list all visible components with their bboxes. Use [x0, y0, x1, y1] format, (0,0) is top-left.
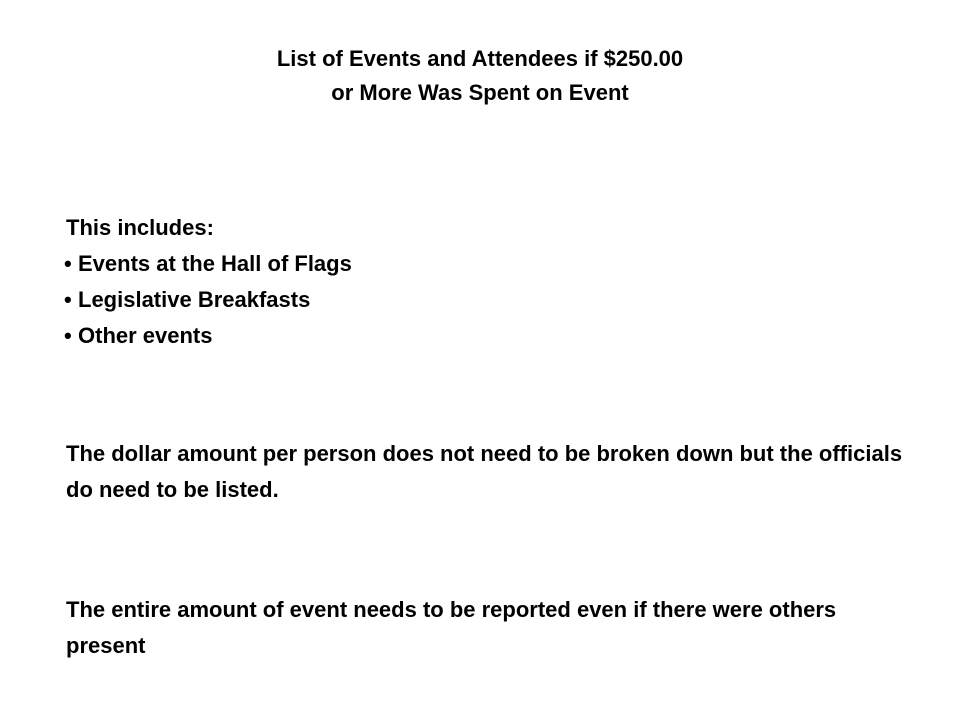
slide-title	[0, 42, 960, 110]
per-person-paragraph: The dollar amount per person does not need to be broken down but the officials do need to be listed.	[66, 441, 903, 502]
includes-section	[66, 210, 906, 354]
list-item	[66, 246, 906, 282]
list-item-text: Events at the Hall of Flags	[78, 251, 352, 276]
title-line-2: or More Was Spent on Event	[331, 80, 629, 105]
bullet-icon: •	[64, 287, 72, 312]
includes-list	[66, 246, 906, 354]
bullet-icon: •	[64, 323, 72, 348]
title-line-1: List of Events and Attendees if $250.00	[276, 46, 684, 71]
list-item-text: Other events	[78, 323, 213, 348]
list-item	[66, 282, 906, 318]
list-item-text: Legislative Breakfasts	[78, 287, 311, 312]
bullet-icon: •	[64, 251, 72, 276]
list-item	[66, 318, 906, 354]
includes-heading: This includes:	[66, 215, 214, 240]
entire-amount-paragraph: The entire amount of event needs to be reported even if there were others present	[66, 597, 837, 658]
